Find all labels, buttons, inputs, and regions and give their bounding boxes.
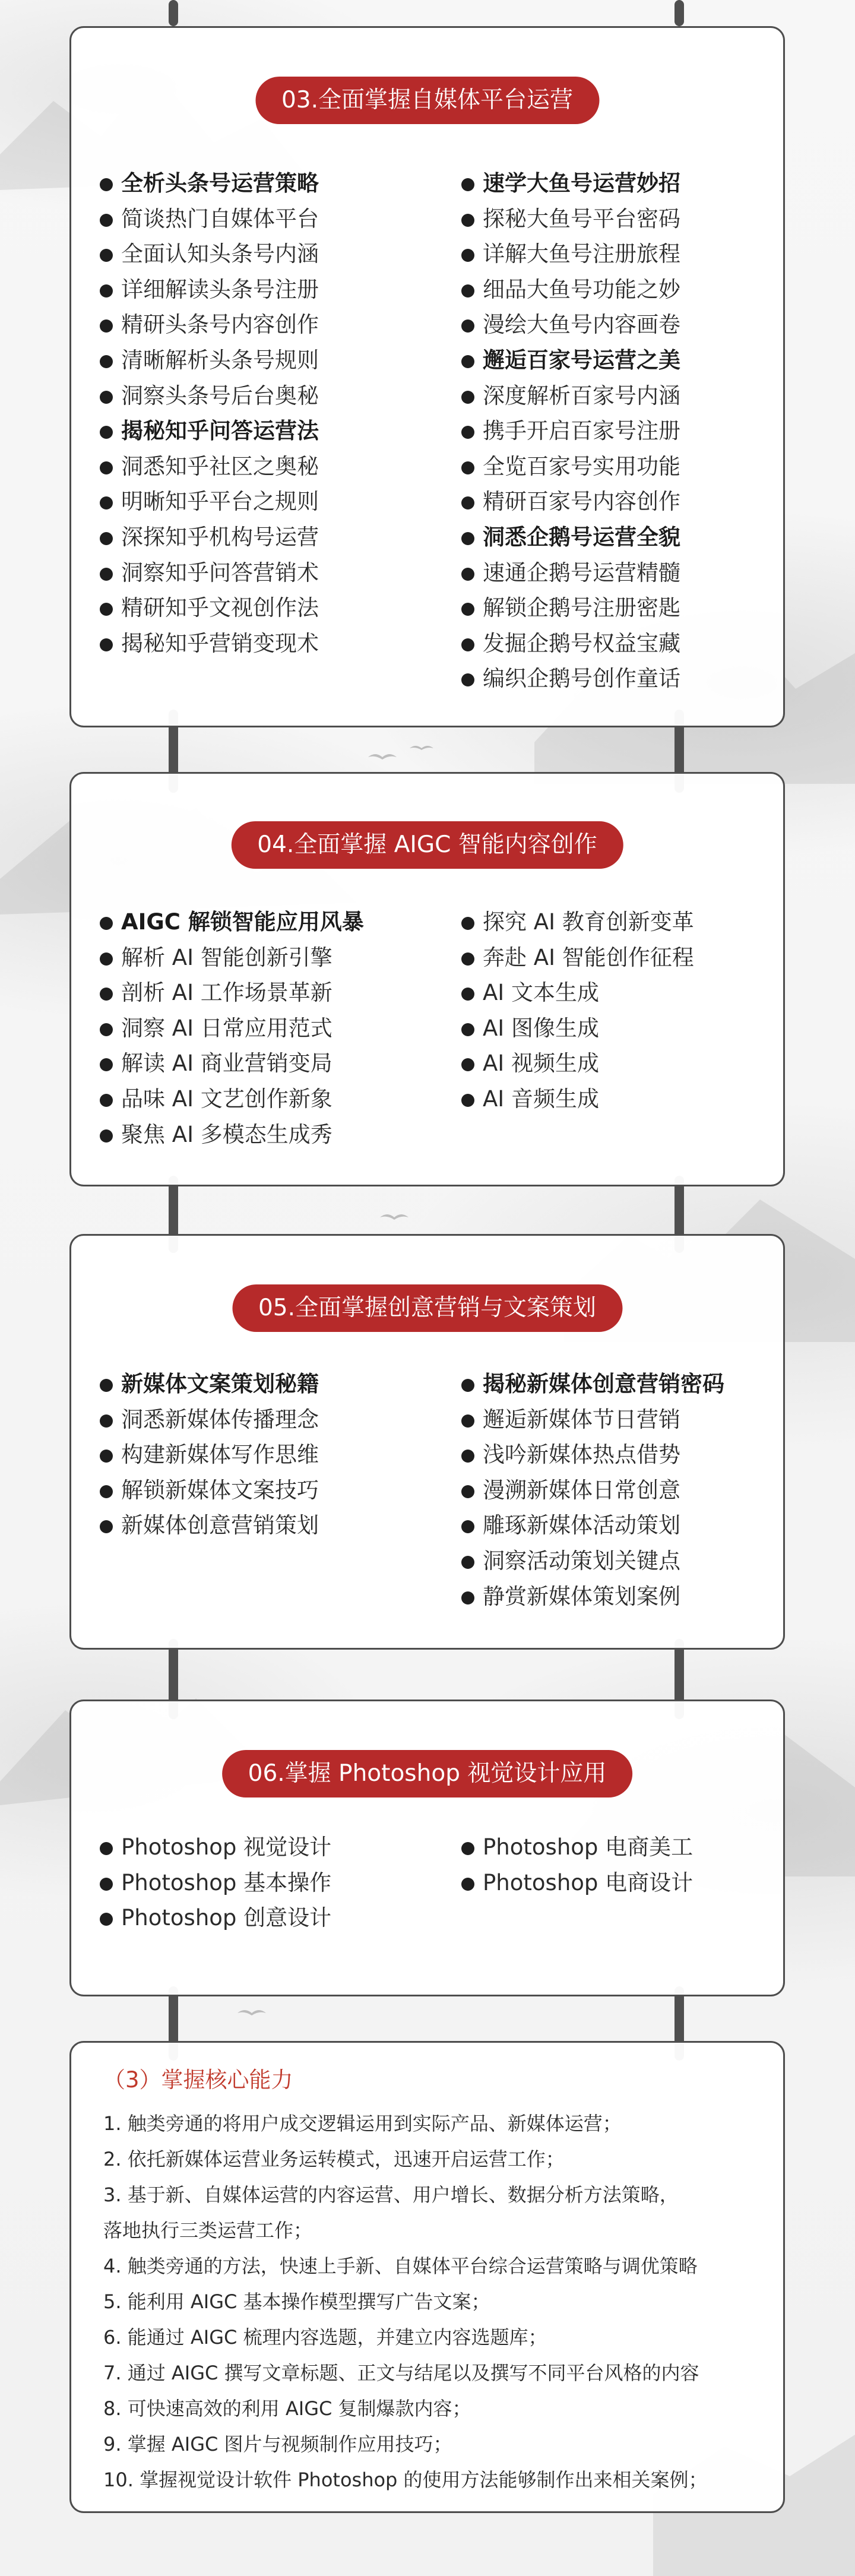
topic-heading: 邂逅百家号运营之美 xyxy=(461,343,680,378)
topic-item: 品味 AI 文艺创作新象 xyxy=(100,1081,364,1117)
ability-item: 7. 通过 AIGC 撰写文章标题、正文与结尾以及撰写不同平台风格的内容 xyxy=(103,2362,699,2384)
topic-item: 探究 AI 教育创新变革 xyxy=(461,904,694,940)
topic-heading: 全析头条号运营策略 xyxy=(100,166,319,201)
course-section-card xyxy=(69,1234,785,1650)
section-title: 04.全面掌握 AIGC 智能内容创作 xyxy=(231,821,623,869)
ability-item: 10. 掌握视觉设计软件 Photoshop 的使用方法能够制作出来相关案例； xyxy=(103,2469,708,2491)
section-title: 03.全面掌握自媒体平台运营 xyxy=(255,77,599,124)
topic-item: 洞悉知乎社区之奥秘 xyxy=(100,449,319,485)
topic-item: 编织企鹅号创作童话 xyxy=(461,661,680,697)
topic-item: AI 音频生成 xyxy=(461,1081,694,1117)
topic-heading: 新媒体文案策划秘籍 xyxy=(100,1366,319,1402)
topic-item: 精研头条号内容创作 xyxy=(100,307,319,343)
ability-item: 9. 掌握 AIGC 图片与视频制作应用技巧； xyxy=(103,2433,452,2455)
topic-item: AI 图像生成 xyxy=(461,1011,694,1046)
topic-item: 全面认知头条号内涵 xyxy=(100,236,319,272)
topic-item: 聚焦 AI 多模态生成秀 xyxy=(100,1117,364,1153)
ability-item: 落地执行三类运营工作； xyxy=(103,2219,313,2242)
topic-item: 漫绘大鱼号内容画卷 xyxy=(461,307,680,343)
topic-heading: AIGC 解锁智能应用风暴 xyxy=(100,904,364,940)
topic-item: 洞悉新媒体传播理念 xyxy=(100,1402,319,1438)
topic-item: 深探知乎机构号运营 xyxy=(100,520,319,555)
ability-item: 1. 触类旁通的将用户成交逻辑运用到实际产品、新媒体运营； xyxy=(103,2112,622,2135)
topic-item: 精研知乎文视创作法 xyxy=(100,590,319,626)
course-section-card xyxy=(69,1700,785,1996)
topic-item: 精研百家号内容创作 xyxy=(461,484,680,520)
topic-heading: 揭秘新媒体创意营销密码 xyxy=(461,1366,724,1402)
topic-item: Photoshop 创意设计 xyxy=(100,1900,331,1936)
course-section-card xyxy=(69,26,785,727)
topic-item: AI 视频生成 xyxy=(461,1046,694,1081)
topic-heading: 揭秘知乎问答运营法 xyxy=(100,413,319,449)
topic-item: 详解大鱼号注册旅程 xyxy=(461,236,680,272)
topic-item: 解锁新媒体文案技巧 xyxy=(100,1473,319,1508)
topic-list-right xyxy=(461,166,680,697)
topic-item: 漫溯新媒体日常创意 xyxy=(461,1473,724,1508)
topic-item: 细品大鱼号功能之妙 xyxy=(461,272,680,308)
topic-list-right xyxy=(461,1366,724,1614)
topic-item: 构建新媒体写作思维 xyxy=(100,1437,319,1473)
abilities-title: （3）掌握核心能力 xyxy=(103,2067,293,2093)
topic-item: 发掘企鹅号权益宝藏 xyxy=(461,626,680,662)
connector-line xyxy=(674,0,684,26)
core-abilities-card xyxy=(69,2041,785,2513)
topic-item: 洞察 AI 日常应用范式 xyxy=(100,1011,364,1046)
topic-item: 解读 AI 商业营销变局 xyxy=(100,1046,364,1081)
topic-item: 新媒体创意营销策划 xyxy=(100,1508,319,1543)
course-section-card xyxy=(69,772,785,1186)
topic-list-left xyxy=(100,1366,319,1543)
ability-item: 2. 依托新媒体运营业务运转模式，迅速开启运营工作； xyxy=(103,2148,565,2170)
ability-item: 8. 可快速高效的利用 AIGC 复制爆款内容； xyxy=(103,2397,471,2420)
topic-list-right xyxy=(461,1830,693,1900)
section-title: 06.掌握 Photoshop 视觉设计应用 xyxy=(222,1750,633,1797)
topic-item: 洞察活动策划关键点 xyxy=(461,1543,724,1579)
topic-item: Photoshop 视觉设计 xyxy=(100,1830,331,1865)
topic-item: 速通企鹅号运营精髓 xyxy=(461,555,680,591)
topic-item: Photoshop 电商美工 xyxy=(461,1830,693,1865)
connector-line xyxy=(169,0,178,26)
topic-heading: 速学大鱼号运营妙招 xyxy=(461,166,680,201)
topic-item: 洞察头条号后台奥秘 xyxy=(100,378,319,414)
topic-list-left xyxy=(100,166,319,661)
ability-item: 6. 能通过 AIGC 梳理内容选题，并建立内容选题库； xyxy=(103,2326,547,2349)
topic-item: 洞察知乎问答营销术 xyxy=(100,555,319,591)
topic-item: 解析 AI 智能创新引擎 xyxy=(100,940,364,976)
topic-item: 剖析 AI 工作场景革新 xyxy=(100,975,364,1011)
topic-item: 探秘大鱼号平台密码 xyxy=(461,201,680,237)
topic-item: 全览百家号实用功能 xyxy=(461,449,680,485)
topic-item: 简谈热门自媒体平台 xyxy=(100,201,319,237)
abilities-list xyxy=(103,2106,708,2498)
ability-item: 4. 触类旁通的方法，快速上手新、自媒体平台综合运营策略与调优策略 xyxy=(103,2255,698,2277)
topic-item: 奔赴 AI 智能创作征程 xyxy=(461,940,694,976)
topic-list-left xyxy=(100,904,364,1152)
topic-item: 明晰知乎平台之规则 xyxy=(100,484,319,520)
topic-list-left xyxy=(100,1830,331,1936)
section-title: 05.全面掌握创意营销与文案策划 xyxy=(232,1284,622,1332)
topic-item: 清晰解析头条号规则 xyxy=(100,343,319,378)
topic-item: Photoshop 基本操作 xyxy=(100,1865,331,1901)
topic-item: Photoshop 电商设计 xyxy=(461,1865,693,1901)
topic-item: AI 文本生成 xyxy=(461,975,694,1011)
topic-item: 雕琢新媒体活动策划 xyxy=(461,1508,724,1543)
topic-item: 揭秘知乎营销变现术 xyxy=(100,626,319,662)
ability-item: 5. 能利用 AIGC 基本操作模型撰写广告文案； xyxy=(103,2290,490,2313)
topic-item: 解锁企鹅号注册密匙 xyxy=(461,590,680,626)
ability-item: 3. 基于新、自媒体运营的内容运营、用户增长、数据分析方法策略， xyxy=(103,2183,679,2206)
topic-item: 详细解读头条号注册 xyxy=(100,272,319,308)
topic-item: 静赏新媒体策划案例 xyxy=(461,1579,724,1615)
topic-heading: 洞悉企鹅号运营全貌 xyxy=(461,520,680,555)
topic-list-right xyxy=(461,904,694,1117)
topic-item: 浅吟新媒体热点借势 xyxy=(461,1437,724,1473)
topic-item: 邂逅新媒体节日营销 xyxy=(461,1402,724,1438)
topic-item: 深度解析百家号内涵 xyxy=(461,378,680,414)
topic-item: 携手开启百家号注册 xyxy=(461,413,680,449)
